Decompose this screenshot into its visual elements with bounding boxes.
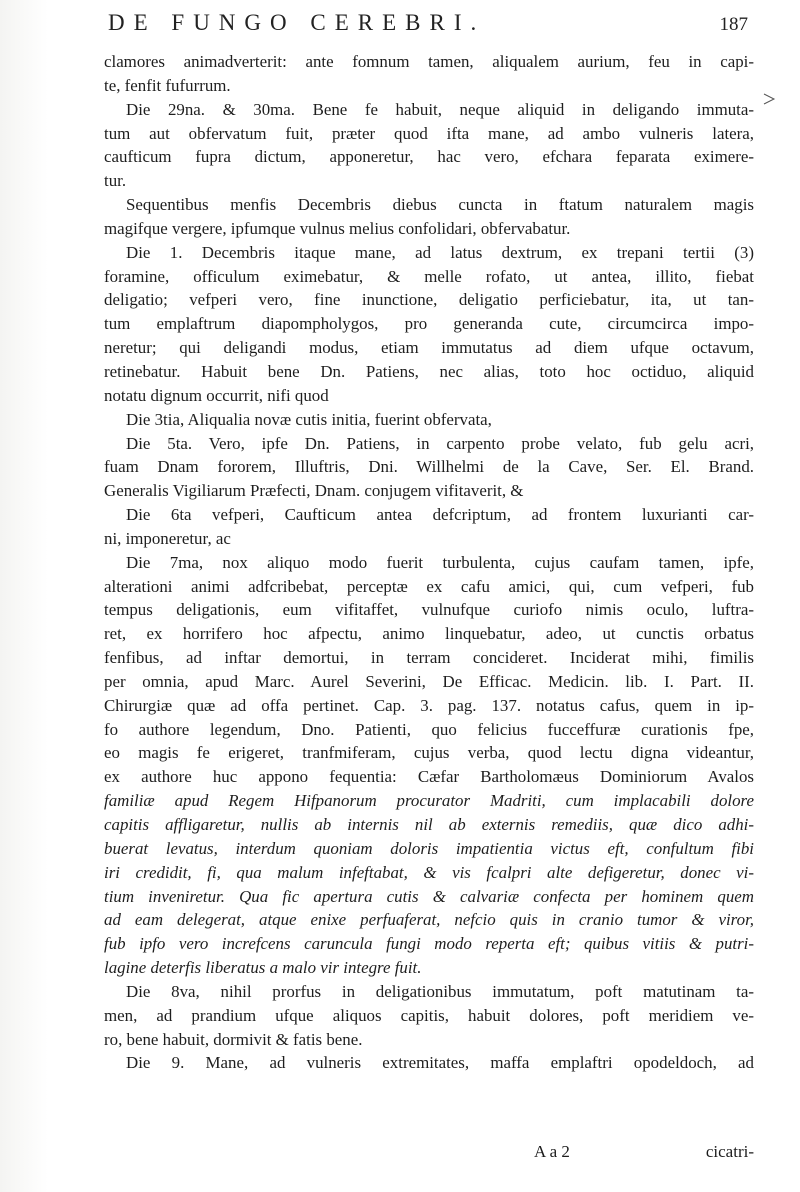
text-line: Generalis Vigiliarum Præfecti, Dnam. conjugem vifitaverit, & xyxy=(104,481,524,501)
quotation xyxy=(104,789,754,980)
text-line: fuam Dnam fororem, Illuftris, Dni. Willhelmi de la Cave, Ser. El. Brand. xyxy=(104,457,754,477)
paragraph xyxy=(104,527,754,551)
text-line: magifque vergere, ipfumque vulnus melius confolidari, obfervabatur. xyxy=(104,218,571,238)
text-line: iri credidit, fi, qua malum infeftabat, & vis fcalpri alte defigeretur, donec vi- xyxy=(104,862,754,882)
paragraph xyxy=(104,241,754,265)
paragraph xyxy=(104,551,754,575)
text-line: lagine deterfis liberatus a malo vir integre fuit. xyxy=(104,958,422,978)
text-line: capitis affligaretur, nullis ab internis nil ab externis remediis, quæ dico adhi- xyxy=(104,815,754,834)
signature-mark: A a 2 xyxy=(534,1142,570,1161)
text-line: Sequentibus menfis Decembris diebus cuncta in ftatum naturalem magis xyxy=(126,195,754,215)
text-line: Die 1. Decembris itaque mane, ad latus dextrum, ex trepani tertii (3) xyxy=(126,242,754,262)
paragraph xyxy=(104,50,754,98)
text-line: caufticum fupra dictum, apponeretur, hac vero, efchara feparata eximere- xyxy=(104,147,754,167)
paragraph xyxy=(104,432,754,456)
text-line: Die 6ta vefperi, Caufticum antea defcriptum, ad frontem luxurianti car- xyxy=(126,505,754,525)
page-number: 187 xyxy=(719,14,748,35)
paragraph xyxy=(104,122,754,194)
text-line: tum emplaftrum diapompholygos, pro generanda cute, circumcirca impo- xyxy=(104,314,754,334)
paragraph xyxy=(104,575,754,790)
text-line: neretur; qui deligandi modus, etiam immutatus ad diem ufque octavum, xyxy=(104,338,754,358)
text-line: Die 29na. & 30ma. Bene fe habuit, neque aliquid in deligando immuta- xyxy=(126,99,754,119)
text-line: men, ad prandium ufque aliquos capitis, habuit dolores, poft meridiem ve- xyxy=(104,1005,754,1025)
text-line: ex authore huc appono fequentia: Cæfar Bartholomæus Dominiorum Avalos xyxy=(104,767,754,787)
text-line: notatu dignum occurrit, nifi quod xyxy=(104,385,329,405)
text-line: foramine, officulum eximebatur, & melle rofato, ut antea, illito, fiebat xyxy=(104,266,754,286)
text-line: per omnia, apud Marc. Aurel Severini, De Efficac. Medicin. lib. I. Part. II. xyxy=(104,671,754,691)
paragraph xyxy=(104,193,754,217)
text-line: Die 5ta. Vero, ipfe Dn. Patiens, in carpento probe velato, fub gelu acri, xyxy=(126,433,754,453)
text-line: fub ipfo vero increfcens caruncula fungi modo reperta eft; quibus vitiis & putri- xyxy=(104,934,754,954)
text-line: alterationi animi adfcribebat, perceptæ ex cafu amici, qui, cum vefperi, fub xyxy=(104,576,754,596)
catchword: cicatri- xyxy=(705,1142,754,1161)
paragraph xyxy=(104,408,754,432)
paragraph xyxy=(104,217,754,241)
text-line: fenfibus, ad inftar demortui, in terram concideret. Inciderat mihi, fimilis xyxy=(104,648,754,668)
paragraph xyxy=(104,455,754,503)
text-line: Die 7ma, nox aliquo modo fuerit turbulenta, cujus caufam tamen, ipfe, xyxy=(126,552,754,572)
text-line: eo magis fe erigeret, tranfmiferam, cujus verba, quod lectu digna videantur, xyxy=(104,743,754,763)
paragraph xyxy=(104,98,754,122)
text-line: ro, bene habuit, dormivit & fatis bene. xyxy=(104,1029,363,1049)
text-line: tium inveniretur. Qua fic apertura cutis & calvariæ confecta per hominem quem xyxy=(104,886,754,906)
text-line: ni, imponeretur, ac xyxy=(104,528,231,548)
page-footer xyxy=(104,1142,754,1168)
body-text xyxy=(104,50,754,1075)
text-line: tum aut obfervatum fuit, præter quod ifta mane, ad ambo vulneris latera, xyxy=(104,123,754,143)
text-line: retinebatur. Habuit bene Dn. Patiens, nec alias, toto hoc octiduo, aliquid xyxy=(104,361,754,381)
paragraph xyxy=(104,1004,754,1052)
text-line: Die 8va, nihil prorfus in deligationibus immutatum, poft matutinam ta- xyxy=(126,981,754,1001)
text-line: familiæ apud Regem Hifpanorum procurator Madriti, cum implacabili dolore xyxy=(104,791,754,811)
text-line: clamores animadverterit: ante fomnum tamen, aliqualem aurium, feu in capi- xyxy=(104,52,754,71)
text-line: buerat levatus, interdum quoniam doloris impatientia victus eft, confultum fibi xyxy=(104,838,754,858)
paragraph xyxy=(104,1051,754,1075)
text-line: te, fenfit fufurrum. xyxy=(104,75,231,95)
text-line: ad eam delegerat, atque enixe perfuaferat, nefcio quis in cranio tumor & viror, xyxy=(104,910,754,930)
text-line: deligatio; vefperi vero, fine inunctione, deligatio perficiebatur, ita, ut tan- xyxy=(104,290,754,310)
paragraph xyxy=(104,265,754,408)
text-line: Die 3tia, Aliqualia novæ cutis initia, fuerint obfervata, xyxy=(126,409,492,429)
page-header xyxy=(108,10,748,46)
margin-tick-icon xyxy=(762,92,776,106)
text-line: Chirurgiæ quæ ad offa pertinet. Cap. 3. pag. 137. notatus cafus, quem in ip- xyxy=(104,695,754,715)
text-line: Die 9. Mane, ad vulneris extremitates, maffa emplaftri opodeldoch, ad xyxy=(126,1053,754,1073)
paragraph xyxy=(104,503,754,527)
text-line: ret, ex horrifero hoc afpectu, animo linquebatur, adeo, ut cunctis orbatus xyxy=(104,624,754,644)
running-title: DE FUNGO CEREBRI. xyxy=(108,10,486,35)
text-line: tempus deligationis, eum vifitaffet, vulnufque curiofo nimis oculo, luftra- xyxy=(104,600,754,620)
text-line: tur. xyxy=(104,171,127,191)
text-line: fo authore legendum, Dno. Patienti, quo felicius fucceffuræ curationis fpe, xyxy=(104,719,754,739)
paragraph xyxy=(104,980,754,1004)
